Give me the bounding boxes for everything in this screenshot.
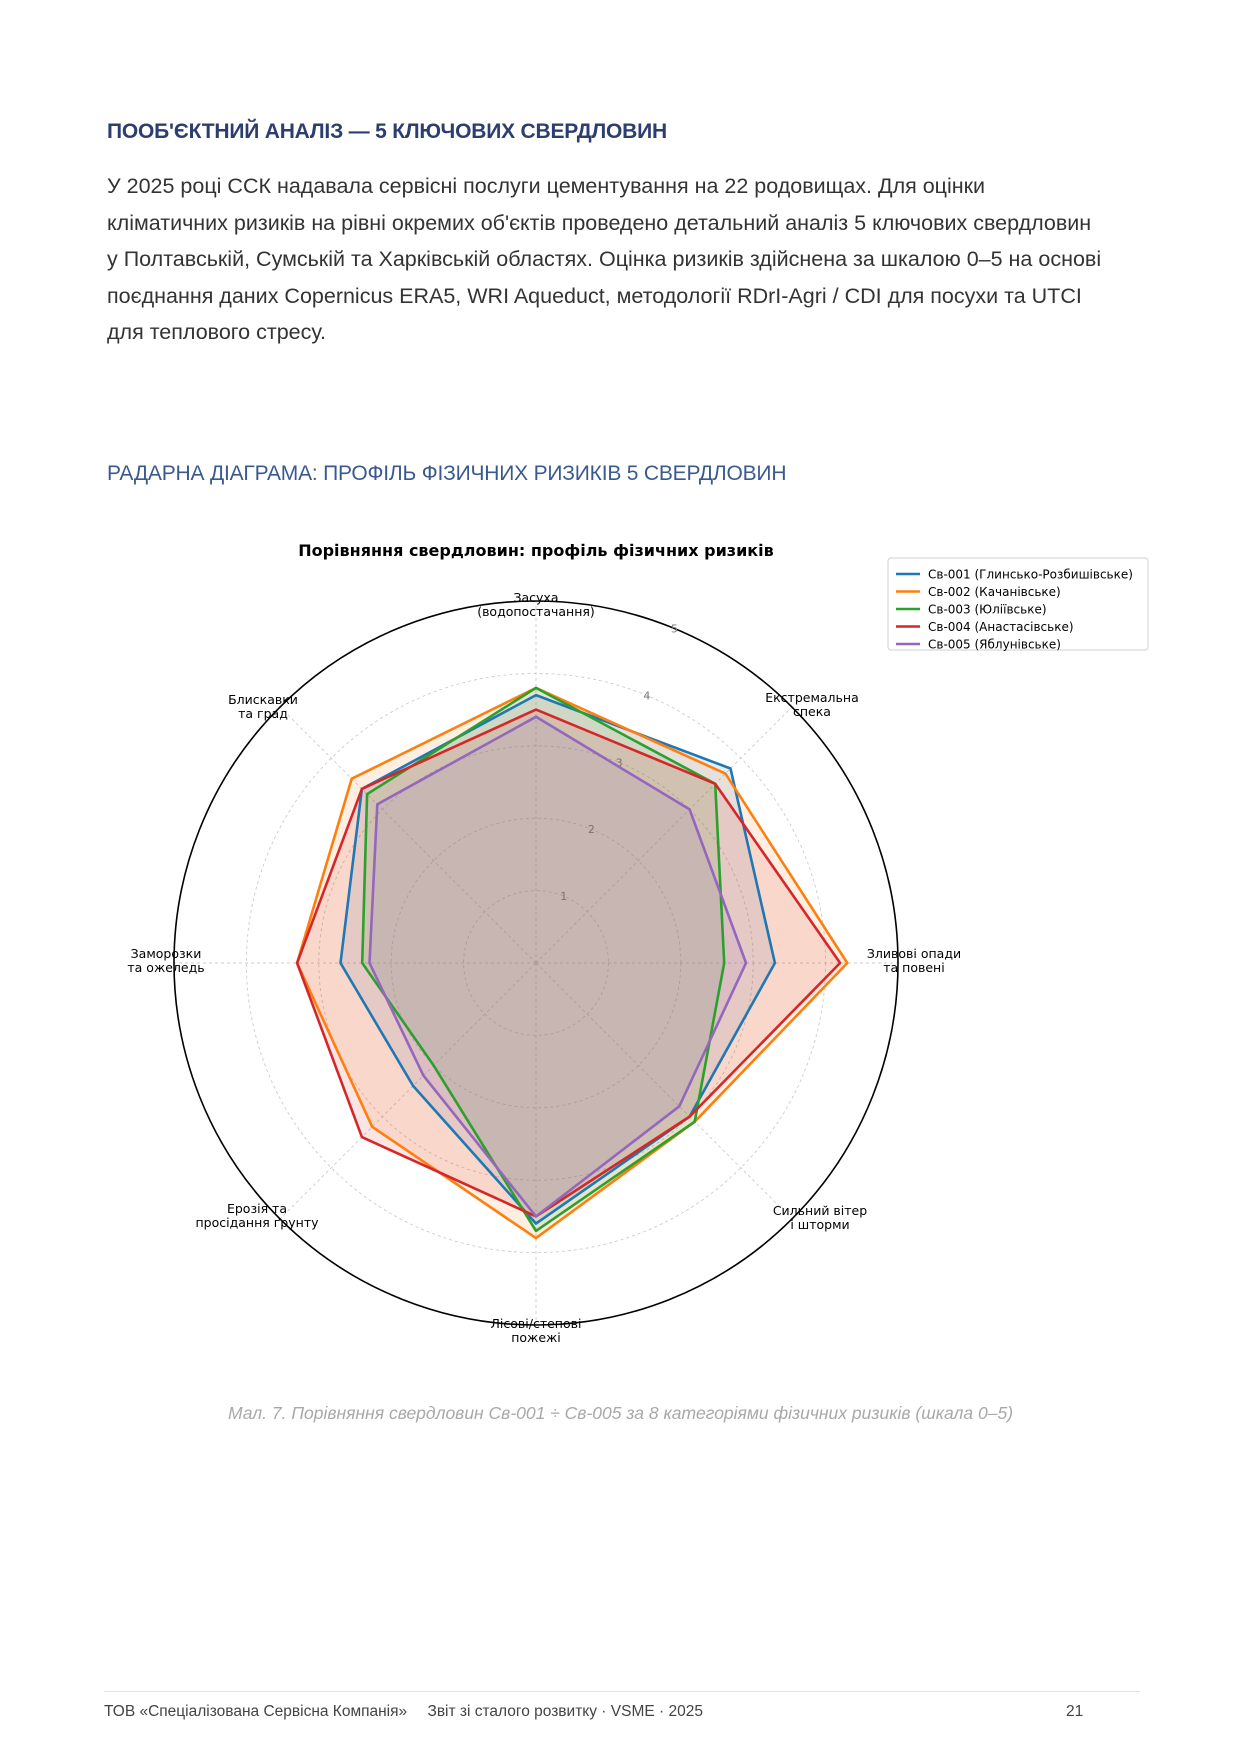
radar-series	[297, 688, 850, 1238]
axis-label: спека	[793, 704, 831, 719]
axis-label: Ерозія та	[226, 1201, 288, 1216]
legend-entry: Св-001 (Глинсько-Розбишівське)	[928, 567, 1133, 582]
legend-entry: Св-005 (Яблунівське)	[928, 637, 1061, 652]
axis-label: (водопостачання)	[477, 604, 595, 619]
radial-tick-label: 5	[671, 622, 679, 636]
footer-divider	[104, 1691, 1140, 1692]
radial-tick-label: 3	[615, 756, 623, 770]
intro-paragraph: У 2025 році ССК надавала сервісні послуги цементування на 22 родовищах. Для оцінки кліматичних ризиків на рівні окремих об'єктів проведено детальний аналіз 5 ключових свердловин у Полтавській, Сумській та Харківській областях. Оцінка ризиків здійснена за шкалою 0–5 на основі поєднання даних Copernicus ERA5, WRI Aqueduct, методології RDrI-Agri / CDI для посухи та UTCI для теплового стресу.	[107, 174, 1102, 344]
axis-label: Зливові опади	[866, 946, 962, 961]
legend-entry: Св-004 (Анастасівське)	[928, 620, 1074, 634]
footer-company: ТОВ «Спеціалізована Сервісна Компанія»	[104, 1703, 408, 1720]
radial-tick-label: 4	[643, 689, 651, 703]
chart-heading: РАДАРНА ДІАГРАМА: ПРОФІЛЬ ФІЗИЧНИХ РИЗИКІВ 5 СВЕРДЛОВИН	[107, 462, 787, 485]
radial-tick-label: 1	[560, 890, 568, 904]
legend-entry: Св-003 (Юліївське)	[928, 602, 1047, 617]
page-number: 21	[1066, 1703, 1084, 1720]
axis-label: Лісові/степові	[490, 1316, 582, 1331]
legend-entry: Св-002 (Качанівське)	[928, 585, 1061, 599]
axis-label: пожежі	[511, 1330, 561, 1345]
axis-label: Сильний вітер	[772, 1203, 868, 1218]
axis-label: та повені	[883, 960, 945, 975]
axis-label: Блискавки	[228, 692, 298, 707]
chart-legend	[888, 558, 1148, 652]
figure-caption: Мал. 7. Порівняння свердловин Св-001 ÷ Св-005 за 8 категоріями фізичних ризиків (шкала 0–5)	[227, 1403, 1014, 1423]
radar-chart	[100, 530, 1180, 1400]
axis-label: та ожеледь	[127, 960, 205, 975]
axis-label: та град	[238, 706, 288, 721]
footer-text	[104, 1703, 703, 1721]
radial-tick-label: 2	[587, 823, 595, 837]
axis-label: Засуха	[513, 590, 559, 605]
axis-label: Заморозки	[130, 946, 202, 961]
axis-label: просідання ґрунту	[195, 1215, 319, 1230]
axis-label: Екстремальна	[765, 690, 859, 705]
axis-label: і шторми	[790, 1217, 850, 1232]
chart-title: Порівняння свердловин: профіль фізичних ризиків	[298, 541, 774, 560]
footer-report: Звіт зі сталого розвитку · VSME · 2025	[427, 1703, 703, 1720]
section-title: ПООБ'ЄКТНИЙ АНАЛІЗ — 5 КЛЮЧОВИХ СВЕРДЛОВИН	[107, 120, 668, 143]
